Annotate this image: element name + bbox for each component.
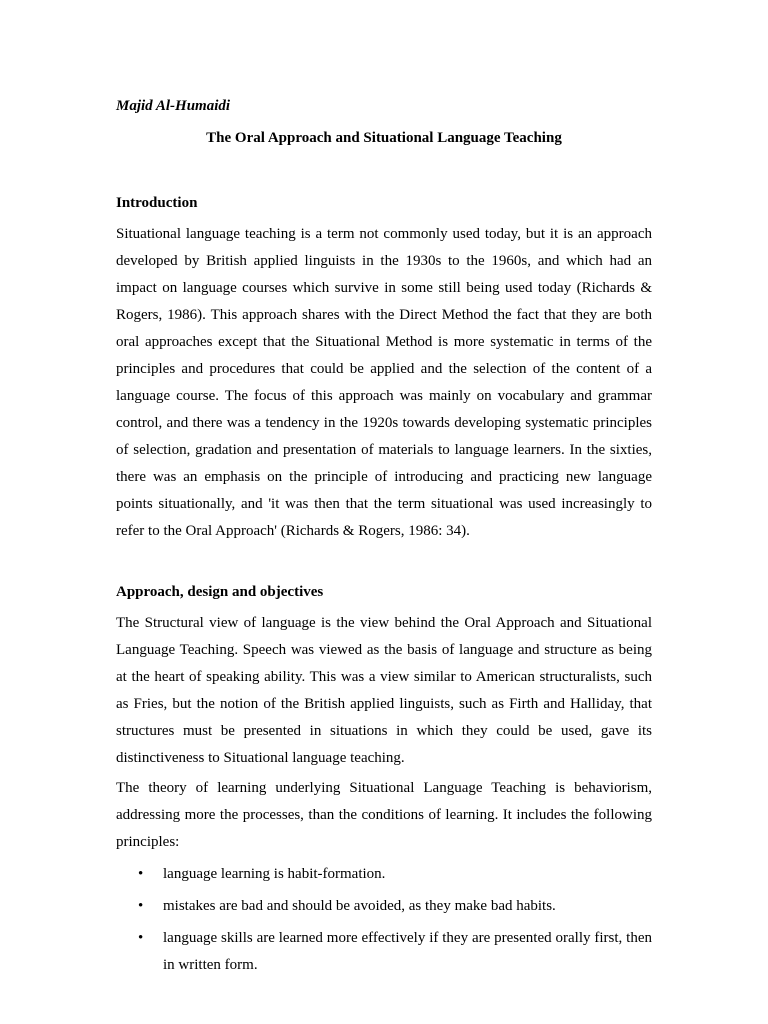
list-item-text: language skills are learned more effectively if they are presented orally first, then in written form. [163,930,652,973]
bullet-icon: • [138,866,144,882]
principles-list [116,861,652,984]
section-heading-introduction: Introduction [116,195,198,211]
introduction-paragraph: Situational language teaching is a term not commonly used today, but it is an approach developed by British applied linguists in the 1930s to the 1960s, and which had an impact on language courses which survive in some still being used today (Richards & Rogers, 1986). This approach shares with the Direct Method the fact that they are both oral approaches except that the Situational Method is more systematic in terms of the principles and procedures that could be applied and the selection of the content of a language course. The focus of this approach was mainly on vocabulary and grammar control, and there was a tendency in the 1920s towards developing systematic principles of selection, gradation and presentation of materials to language learners. In the sixties, there was an emphasis on the principle of introducing and practicing new language points situationally, and 'it was then that the term situational was used increasingly to refer to the Oral Approach' (Richards & Rogers, 1986: 34). [116,226,652,539]
section-heading-approach: Approach, design and objectives [116,584,324,600]
list-item [116,893,652,920]
approach-paragraph-1: The Structural view of language is the view behind the Oral Approach and Situational Language Teaching. Speech was viewed as the basis of language and structure as being at the heart of speaking ability. This was a view similar to American structuralists, such as Fries, but the notion of the British applied linguists, such as Firth and Halliday, that structures must be presented in situations in which they could be used, gave its distinctiveness to Situational language teaching. [116,615,652,766]
list-item [116,861,652,888]
list-item-text: language learning is habit-formation. [163,866,386,882]
bullet-icon: • [138,898,144,914]
approach-paragraph-2: The theory of learning underlying Situational Language Teaching is behaviorism, addressing more the processes, than the conditions of learning. It includes the following principles: [116,780,652,850]
document-title: The Oral Approach and Situational Language Teaching [206,130,562,146]
bullet-icon: • [138,930,144,946]
author-name: Majid Al-Humaidi [116,98,231,114]
list-item [116,925,652,979]
list-item-text: mistakes are bad and should be avoided, as they make bad habits. [163,898,556,914]
